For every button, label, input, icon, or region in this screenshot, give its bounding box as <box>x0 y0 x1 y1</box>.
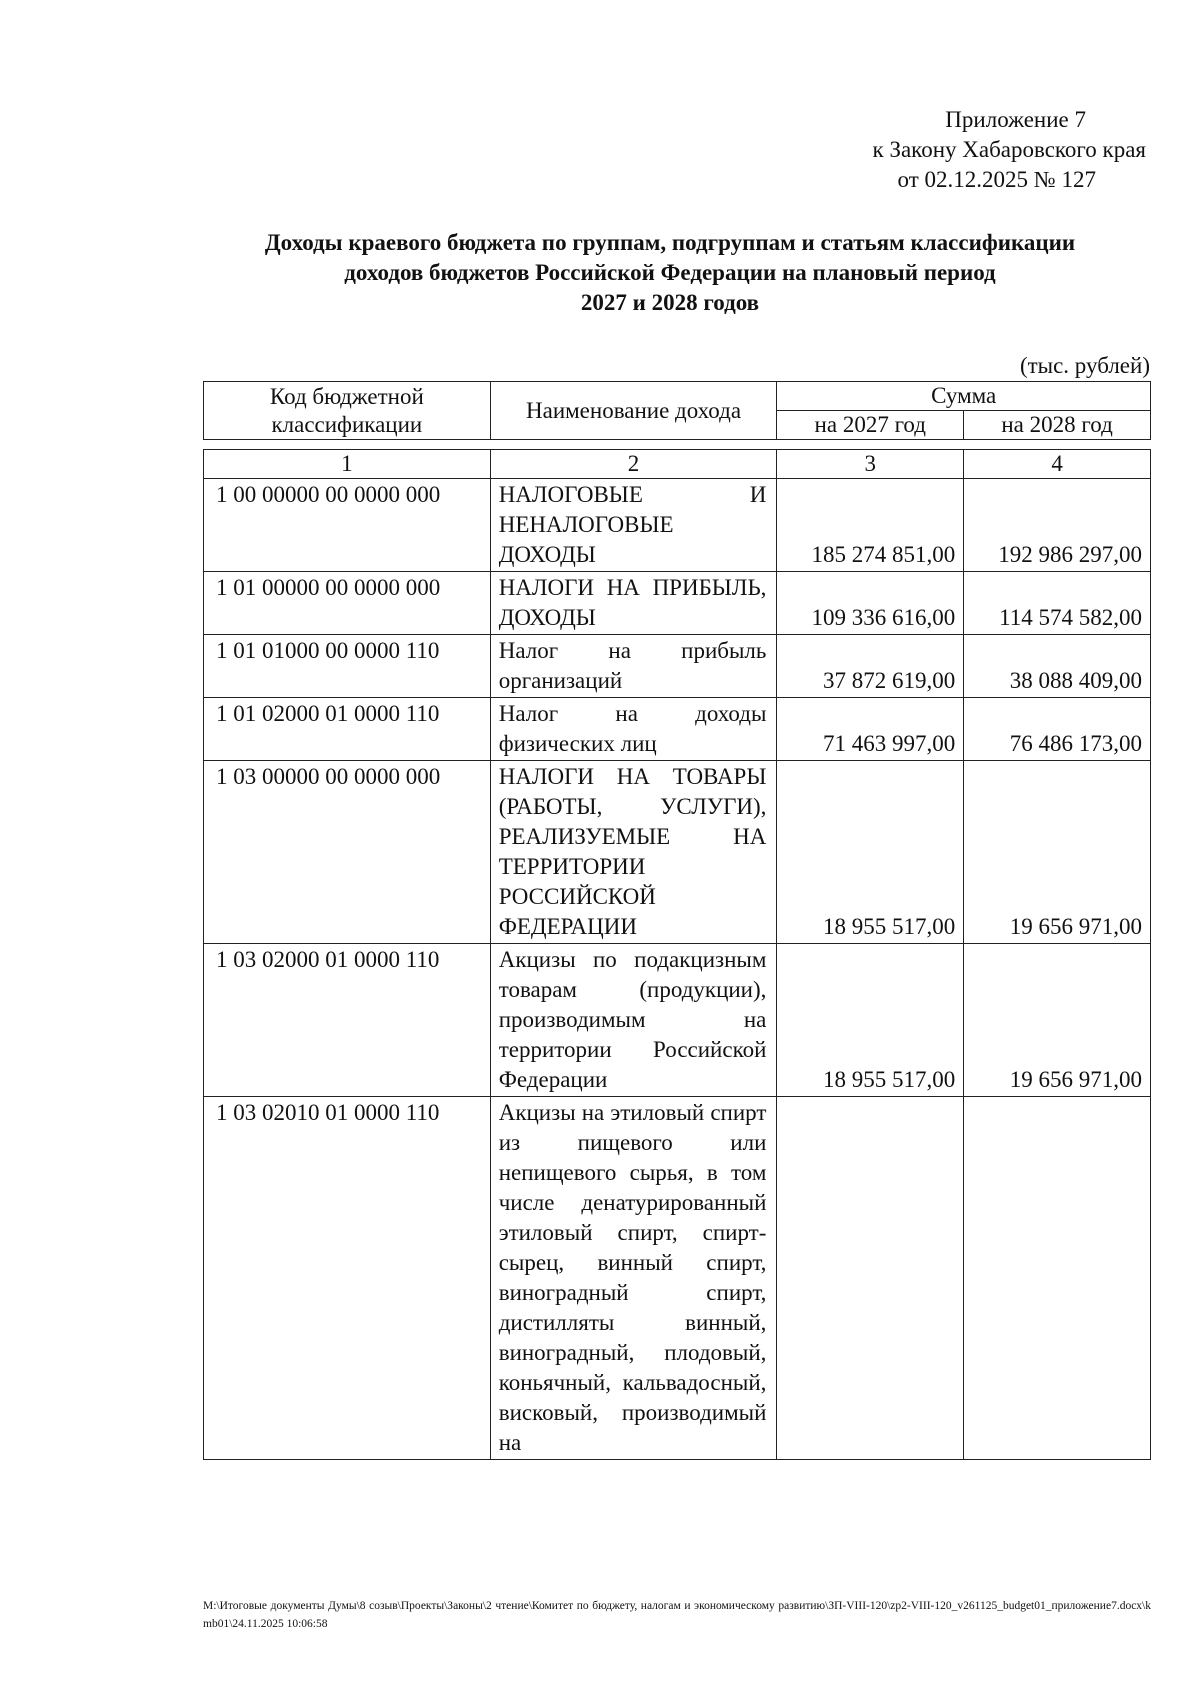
row-name: НАЛОГОВЫЕ И НЕНАЛОГОВЫЕ ДОХОДЫ <box>490 479 777 572</box>
row-code: 1 03 02000 01 0000 110 <box>204 944 491 1097</box>
row-name: Налог на доходы физических лиц <box>490 698 777 761</box>
row-value-2027: 18 955 517,00 <box>777 761 964 944</box>
row-value-2027 <box>777 1097 964 1460</box>
row-value-2028: 192 986 297,00 <box>964 479 1151 572</box>
row-code: 1 01 00000 00 0000 000 <box>204 572 491 635</box>
row-value-2028: 19 656 971,00 <box>964 761 1151 944</box>
appendix-reference <box>700 105 1146 195</box>
appendix-number: Приложение 7 <box>945 107 1086 132</box>
row-name: НАЛОГИ НА ПРИБЫЛЬ, ДОХОДЫ <box>490 572 777 635</box>
row-value-2028: 114 574 582,00 <box>964 572 1151 635</box>
header-sum: Сумма <box>777 382 1151 411</box>
column-number: 1 <box>204 450 491 479</box>
row-name: Налог на прибыль организаций <box>490 635 777 698</box>
title-line-2: доходов бюджетов Российской Федерации на плановый период <box>344 260 996 285</box>
row-value-2027: 109 336 616,00 <box>777 572 964 635</box>
header-year-2028: на 2028 год <box>964 411 1151 440</box>
table-row <box>204 635 1151 698</box>
units-label: (тыс. рублей) <box>1019 353 1150 378</box>
table-row <box>204 944 1151 1097</box>
table-row <box>204 1097 1151 1460</box>
header-year-2027: на 2027 год <box>777 411 964 440</box>
row-value-2027: 37 872 619,00 <box>777 635 964 698</box>
row-value-2027: 18 955 517,00 <box>777 944 964 1097</box>
row-name: НАЛОГИ НА ТОВАРЫ (РАБОТЫ, УСЛУГИ), РЕАЛИЗУЕМЫЕ НА ТЕРРИТОРИИ РОССИЙСКОЙ ФЕДЕРАЦИИ <box>490 761 777 944</box>
row-code: 1 03 00000 00 0000 000 <box>204 761 491 944</box>
table-row <box>204 479 1151 572</box>
row-code: 1 01 01000 00 0000 110 <box>204 635 491 698</box>
row-value-2028 <box>964 1097 1151 1460</box>
table-row <box>204 572 1151 635</box>
row-value-2027: 71 463 997,00 <box>777 698 964 761</box>
row-value-2028: 19 656 971,00 <box>964 944 1151 1097</box>
column-number: 4 <box>964 450 1151 479</box>
title-line-3: 2027 и 2028 годов <box>580 290 760 315</box>
row-code: 1 00 00000 00 0000 000 <box>204 479 491 572</box>
header-code: Код бюджетной классификации <box>204 382 491 440</box>
column-number: 2 <box>490 450 777 479</box>
row-value-2027: 185 274 851,00 <box>777 479 964 572</box>
header-name: Наименование дохода <box>490 382 777 440</box>
revenue-table <box>203 449 1151 1460</box>
column-number: 3 <box>777 450 964 479</box>
row-value-2028: 38 088 409,00 <box>964 635 1151 698</box>
title-line-1: Доходы краевого бюджета по группам, подгруппам и статьям классификации <box>264 230 1076 255</box>
appendix-date: от 02.12.2025 № 127 <box>897 167 1096 192</box>
row-name: Акцизы по подакцизным товарам (продукции), производимым на территории Российской Федерации <box>490 944 777 1097</box>
row-code: 1 03 02010 01 0000 110 <box>204 1097 491 1460</box>
file-path-footer: M:\Итоговые документы Думы\8 созыв\Проекты\Законы\2 чтение\Комитет по бюджету, налогам и экономическому развитию\ЗП-VIII-120\zp2-VIII-120_v261125_budget01_приложение7.docx\kmb01\24.11.2025 10:06:58 <box>203 1600 1151 1630</box>
row-value-2028: 76 486 173,00 <box>964 698 1151 761</box>
document-title <box>190 228 1150 318</box>
appendix-law: к Закону Хабаровского края <box>872 137 1146 162</box>
row-code: 1 01 02000 01 0000 110 <box>204 698 491 761</box>
table-header <box>203 381 1151 440</box>
row-name: Акцизы на этиловый спирт из пищевого или непищевого сырья, в том числе денатурированный этиловый спирт, спирт-сырец, винный спирт, виноградный спирт, дистилляты винный, виноградный, плодовый, коньячный, кальвадосный, висковый, производимый на <box>490 1097 777 1460</box>
column-number-row <box>204 450 1151 479</box>
table-row <box>204 761 1151 944</box>
table-row <box>204 698 1151 761</box>
